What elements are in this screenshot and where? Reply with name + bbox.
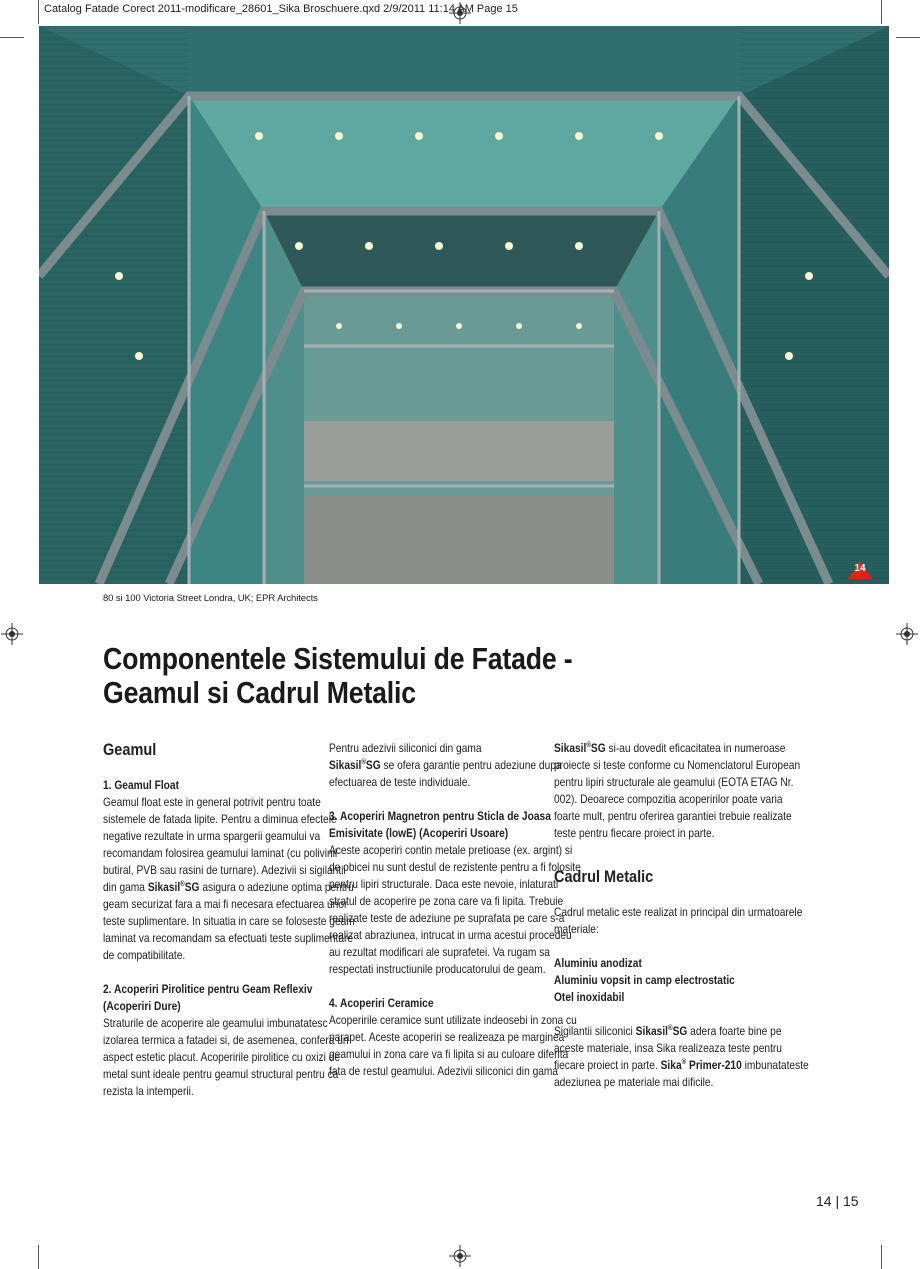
crop-mark [38, 1245, 39, 1269]
paragraph [329, 808, 584, 978]
registration-mark-icon [896, 623, 918, 645]
text: asigura o adeziune optima pentru geam securizat fara a mai fi necesara efectuarea unor teste suplimentare. In situatia in care se foloseste geam laminat va recomandam sa efectuati teste suplimentare de compatibilitate. [103, 881, 355, 962]
brand-name [148, 881, 200, 894]
photo-number-badge: 14 [848, 561, 872, 579]
brand: Sikasil [635, 1025, 669, 1038]
crop-mark [881, 1245, 882, 1269]
registration-mark-icon [1, 623, 23, 645]
subsection-title: 4. Acoperiri Ceramice [329, 997, 434, 1010]
title-line-1: Componentele Sistemului de Fatade - [103, 641, 573, 676]
paragraph [103, 777, 358, 964]
column-1 [103, 740, 358, 1117]
subsection-title: 2. Acoperiri Pirolitice pentru Geam Reflexiv (Acoperiri Dure) [103, 983, 313, 1013]
crop-mark [0, 37, 24, 38]
subsection-title: 3. Acoperiri Magnetron pentru Sticla de Joasa Emisivitate (lowE) (Acoperiri Usoare) [329, 810, 551, 840]
brand-suffix: SG [184, 881, 200, 894]
column-3 [554, 740, 809, 1108]
text: adera foarte bine pe aceste materiale, insa Sika realizeaza teste pentru fiecare proiect in parte. [554, 1025, 782, 1072]
brand-name [329, 759, 381, 772]
brand: Sikasil [147, 881, 181, 894]
product-name: Primer-210 [689, 1059, 742, 1072]
crop-mark [896, 37, 920, 38]
registered-mark: ® [586, 742, 591, 750]
brand-suffix: SG [365, 759, 381, 772]
photo-caption: 80 si 100 Victoria Street Londra, UK; EPR Architects [103, 593, 318, 604]
registered-mark: ® [180, 881, 185, 889]
materials-list [554, 955, 809, 1006]
registration-mark-icon [449, 1245, 471, 1267]
text: Acoperirile ceramice sunt utilizate indeosebi in zona cu parapet. Aceste acoperiri se realizeaza pe marginea geamului in zona care va fi lipita si au culoare diferita fata de restul geamului. Adezivii siliconici din gama [329, 1014, 577, 1078]
paragraph [329, 995, 584, 1080]
brand: Sikasil [329, 759, 362, 772]
text: si-au dovedit eficacitatea in numeroase proiecte si teste conforme cu Nomenclatorul European pentru lipiri structurale ale geamului (EOTA ETAG Nr. 002). Deoarece compozitia acoperirilor poate varia foarte mult, pentru oferirea garantiei trebuie realizate teste pentru fiecare proiect in parte. [554, 742, 801, 840]
text: se ofera garantie pentru adeziune dupa efectuarea de teste individuale. [329, 759, 562, 789]
brand-name [661, 1059, 687, 1072]
crop-mark [38, 0, 39, 24]
title-line-2: Geamul si Cadrul Metalic [103, 675, 416, 710]
material-item: Aluminiu vopsit in camp electrostatic [554, 974, 735, 987]
column-2 [329, 740, 587, 1097]
print-slug: Catalog Fatade Corect 2011-modificare_28601_Sika Broschuere.qxd 2/9/2011 11:14 AM Page 15 [44, 3, 518, 15]
paragraph [329, 740, 587, 791]
text: imbunatateste adeziunea pe materiale mai dificile. [554, 1059, 809, 1089]
subsection-title: 1. Geamul Float [103, 779, 179, 792]
text: Pentru adezivii siliconici din gama [329, 742, 482, 755]
registered-mark: ® [668, 1025, 673, 1033]
text: Aceste acoperiri contin metale pretioase (ex. argint) si de obicei nu sunt destul de rezistente pentru a fi folosite pentru lipiri structurale. Daca este nevoie, inlaturati stratul de acoperire pe zona care va fi lipita. Trebuie realizate teste de adeziune pe suprafata pe care s-a realizat abraziunea, intrucat in urma acestui procedeu au rezultat modificari ale suprafetei. Va rugam sa respectati instructiunile producatorului de geam. [329, 844, 581, 976]
text: Geamul float este in general potrivit pentru toate sistemele de fatada lipite. Pentru a diminua efectele negative rezultate in urma spargerii geamului va recomandam folosirea geamului laminat (cu polivinil butiral, PVB sau rasini de turnare). Adezivii si sigilantii din gama [103, 796, 346, 894]
page-number: 14 | 15 [816, 1193, 859, 1209]
registered-mark: ® [681, 1059, 687, 1067]
paragraph: Cadrul metalic este realizat in principal din urmatoarele materiale: [554, 906, 803, 936]
brand-name [554, 742, 606, 755]
crop-mark [881, 0, 882, 24]
section-heading: Cadrul Metalic [554, 868, 654, 886]
brand-suffix: SG [672, 1025, 688, 1038]
text: Straturile de acoperire ale geamului imbunatatesc izolarea termica a fatadei si, de asemenea, confera un aspect estetic placut. Acoperirile pirolitice cu oxizi de metal sunt ideale pentru geamul structural pentru ca rezista la intemperii. [103, 1017, 349, 1098]
brand: Sika [660, 1059, 682, 1072]
paragraph [554, 1023, 809, 1091]
brand-name [636, 1025, 688, 1038]
atrium-photo [39, 26, 889, 584]
brand: Sikasil [554, 742, 587, 755]
paragraph [103, 981, 358, 1100]
registered-mark: ® [361, 759, 366, 767]
paragraph [554, 740, 809, 842]
text: Sigilantii siliconici [554, 1025, 633, 1038]
material-item: Aluminiu anodizat [554, 957, 642, 970]
page-title [103, 642, 572, 710]
material-item: Otel inoxidabil [554, 991, 625, 1004]
brand-suffix: SG [590, 742, 606, 755]
section-heading: Geamul [103, 741, 157, 759]
